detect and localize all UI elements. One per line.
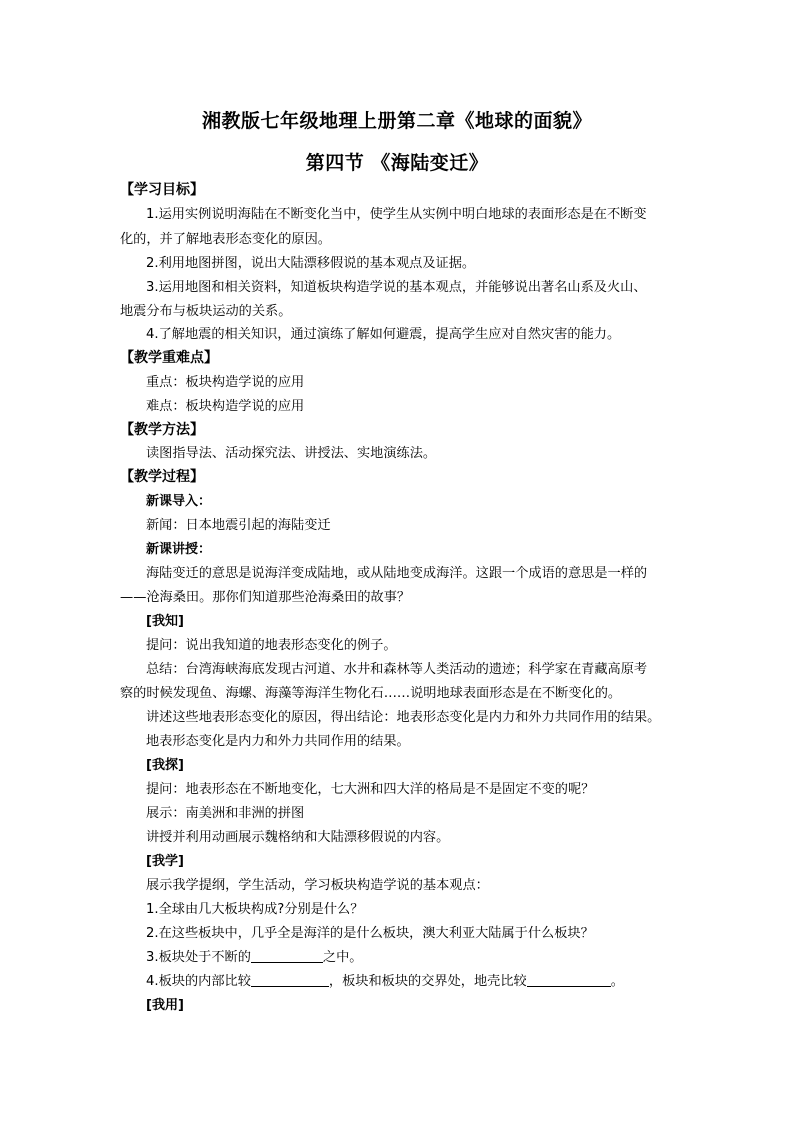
key-points-heading: 【教学重难点】 bbox=[120, 350, 218, 366]
goals-line: 化的，并了解地表形态变化的原因。 bbox=[120, 232, 331, 247]
goals-line: 地震分布与板块运动的关系。 bbox=[120, 304, 292, 319]
process-heading: 【教学过程】 bbox=[120, 469, 204, 485]
q3-text-before: 3.板块处于不断的 bbox=[146, 950, 251, 965]
learn-line: 1.全球由几大板块构成?分别是什么？ bbox=[146, 902, 364, 917]
fill-question-3 bbox=[146, 948, 362, 968]
goals-line: 3.运用地图和相关资料，知道板块构造学说的基本观点，并能够说出著名山系及火山、 bbox=[146, 280, 647, 295]
intro-text: 新闻：日本地震引起的海陆变迁 bbox=[146, 518, 331, 533]
key-point-line: 重点：板块构造学说的应用 bbox=[146, 375, 305, 390]
learn-label: [我学] bbox=[146, 854, 184, 869]
know-label: [我知] bbox=[146, 614, 184, 629]
section-subtitle: 第四节 《海陆变迁》 bbox=[305, 152, 489, 174]
q4-text-before: 4.板块的内部比较 bbox=[146, 974, 251, 989]
goals-line: 2.利用地图拼图，说出大陆漂移假说的基本观点及证据。 bbox=[146, 256, 476, 271]
lecture-line: ——沧海桑田。那你们知道那些沧海桑田的故事？ bbox=[120, 590, 411, 605]
answer-blank bbox=[527, 972, 611, 987]
use-label: [我用] bbox=[146, 998, 184, 1013]
lecture-line: 海陆变迁的意思是说海洋变成陆地，或从陆地变成海洋。这跟一个成语的意思是一样的 bbox=[146, 566, 648, 581]
explore-label: [我探] bbox=[146, 758, 184, 773]
learn-line: 展示我学提纲，学生活动，学习板块构造学说的基本观点： bbox=[146, 878, 489, 893]
answer-blank bbox=[251, 972, 329, 987]
document-title: 湘教版七年级地理上册第二章《地球的面貌》 bbox=[201, 110, 592, 132]
explore-line: 讲授并利用动画展示魏格纳和大陆漂移假说的内容。 bbox=[146, 830, 450, 845]
fill-question-4 bbox=[146, 972, 624, 992]
q3-text-after: 之中。 bbox=[322, 950, 363, 965]
goals-line: 4.了解地震的相关知识，通过演练了解如何避震，提高学生应对自然灾害的能力。 bbox=[146, 327, 621, 342]
lecture-label: 新课讲授： bbox=[146, 542, 212, 557]
methods-line: 读图指导法、活动探究法、讲授法、实地演练法。 bbox=[146, 446, 437, 461]
learn-line: 2.在这些板块中，几乎全是海洋的是什么板块，澳大利亚大陆属于什么板块？ bbox=[146, 926, 594, 941]
explore-line: 展示：南美洲和非洲的拼图 bbox=[146, 806, 305, 821]
methods-heading: 【教学方法】 bbox=[120, 422, 204, 438]
know-line: 讲述这些地表形态变化的原因，得出结论：地表形态变化是内力和外力共同作用的结果。 bbox=[146, 710, 661, 725]
know-line: 察的时候发现鱼、海螺、海藻等海洋生物化石……说明地球表面形态是在不断变化的。 bbox=[120, 686, 622, 701]
answer-blank bbox=[251, 948, 323, 963]
know-line: 提问：说出我知道的地表形态变化的例子。 bbox=[146, 638, 397, 653]
intro-label: 新课导入： bbox=[146, 494, 212, 509]
key-point-line: 难点：板块构造学说的应用 bbox=[146, 399, 305, 414]
know-line: 地表形态变化是内力和外力共同作用的结果。 bbox=[146, 734, 410, 749]
know-line: 总结：台湾海峡海底发现古河道、水井和森林等人类活动的遗迹；科学家在青藏高原考 bbox=[146, 662, 648, 677]
explore-line: 提问：地表形态在不断地变化，七大洲和四大洋的格局是不是固定不变的呢？ bbox=[146, 782, 595, 797]
goals-heading: 【学习目标】 bbox=[120, 182, 204, 198]
goals-line: 1.运用实例说明海陆在不断变化当中，使学生从实例中明白地球的表面形态是在不断变 bbox=[146, 207, 647, 222]
q4-text-after: 。 bbox=[610, 974, 624, 989]
q4-text-middle: ，板块和板块的交界处，地壳比较 bbox=[328, 974, 527, 989]
